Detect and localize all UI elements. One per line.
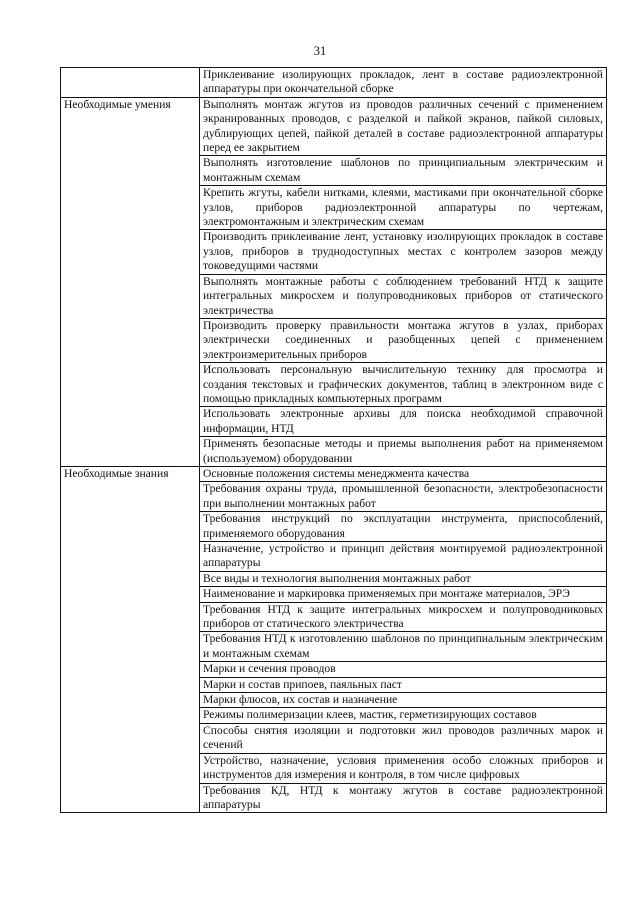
requirement-cell: Производить проверку правильности монтажа жгутов в узлах, приборах электрически соединенных и разобщенных цепей с применением электроизмерительных приборов [200, 318, 607, 362]
requirement-cell: Марки и состав припоев, паяльных паст [200, 677, 607, 692]
page-number: 31 [313, 44, 327, 58]
requirement-cell: Производить приклеивание лент, установку изолирующих прокладок в составе узлов, приборов в труднодоступных местах с контролем зазоров между токоведущими частями [200, 230, 607, 274]
requirement-cell: Требования охраны труда, промышленной безопасности, электробезопасности при выполнении монтажных работ [200, 482, 607, 512]
requirement-cell: Наименование и маркировка применяемых при монтаже материалов, ЭРЭ [200, 587, 607, 602]
requirement-cell: Требования НТД к защите интегральных микросхем и полупроводниковых приборов от статического электричества [200, 602, 607, 632]
requirement-cell: Способы снятия изоляции и подготовки жил проводов различных марок и сечений [200, 723, 607, 753]
section-label: Необходимые умения [61, 97, 200, 466]
requirement-cell: Использовать персональную вычислительную технику для просмотра и создания текстовых и графических документов, таблиц в электронном виде с помощью прикладных компьютерных программ [200, 363, 607, 407]
requirement-cell: Требования инструкций по эксплуатации инструмента, приспособлений, применяемого оборудования [200, 512, 607, 542]
requirement-cell: Все виды и технология выполнения монтажных работ [200, 571, 607, 586]
requirement-cell: Марки и сечения проводов [200, 662, 607, 677]
table-row [61, 68, 607, 98]
requirement-cell: Марки флюсов, их состав и назначение [200, 693, 607, 708]
section-label: Необходимые знания [61, 466, 200, 812]
requirement-cell: Крепить жгуты, кабели нитками, клеями, мастиками при окончательной сборке узлов, приборов радиоэлектронной аппаратуры по чертежам, электромонтажным и электрическим схемам [200, 186, 607, 230]
requirement-cell: Назначение, устройство и принцип действия монтируемой радиоэлектронной аппаратуры [200, 542, 607, 572]
requirement-cell: Применять безопасные методы и приемы выполнения работ на применяемом (используемом) оборудовании [200, 437, 607, 467]
requirement-cell: Приклеивание изолирующих прокладок, лент в составе радиоэлектронной аппаратуры при окончательной сборке [200, 68, 607, 98]
table-row [61, 97, 607, 156]
requirement-cell: Режимы полимеризации клеев, мастик, герметизирующих составов [200, 708, 607, 723]
table-row [61, 466, 607, 481]
requirement-cell: Использовать электронные архивы для поиска необходимой справочной информации, НТД [200, 407, 607, 437]
requirement-cell: Выполнять монтажные работы с соблюдением требований НТД к защите интегральных микросхем и полупроводниковых приборов от статического электричества [200, 274, 607, 318]
requirement-cell: Выполнять изготовление шаблонов по принципиальным электрическим и монтажным схемам [200, 156, 607, 186]
requirement-cell: Требования КД, НТД к монтажу жгутов в составе радиоэлектронной аппаратуры [200, 783, 607, 813]
requirement-cell: Требования НТД к изготовлению шаблонов по принципиальным электрическим и монтажным схемам [200, 632, 607, 662]
requirements-table [60, 67, 607, 813]
requirement-cell: Устройство, назначение, условия применения особо сложных приборов и инструментов для измерения и контроля, в том числе цифровых [200, 753, 607, 783]
section-label [61, 68, 200, 98]
requirement-cell: Основные положения системы менеджмента качества [200, 466, 607, 481]
requirement-cell: Выполнять монтаж жгутов из проводов различных сечений с применением экранированных проводов, с разделкой и пайкой экранов, пайкой силовых, дублирующих цепей, пайкой деталей в составе радиоэлектронной аппаратуры перед ее закрытием [200, 97, 607, 156]
